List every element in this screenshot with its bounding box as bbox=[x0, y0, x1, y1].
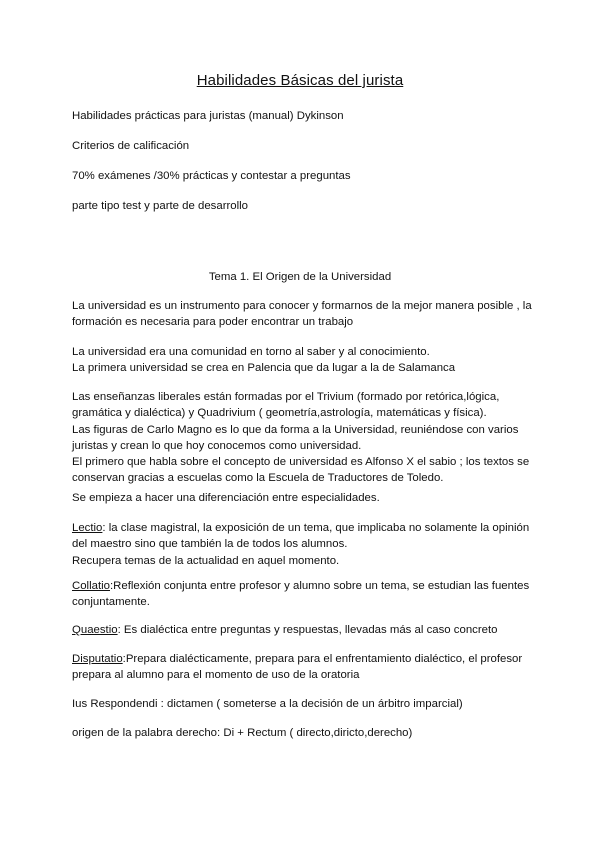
closing-line: origen de la palabra derecho: Di + Rectum ( directo,diricto,derecho) bbox=[72, 727, 413, 739]
paragraph-line: formación es necesaria para poder encontrar un trabajo bbox=[72, 316, 354, 329]
document-title: Habilidades Básicas del jurista bbox=[196, 72, 404, 89]
closing-line: Ius Respondendi : dictamen ( someterse a la decisión de un árbitro imparcial) bbox=[72, 698, 463, 710]
term-text: del maestro sino que también la de todos los alumnos. bbox=[72, 538, 348, 551]
paragraph-line: La primera universidad se crea en Palencia que da lugar a la de Salamanca bbox=[72, 362, 456, 375]
term-text: : la clase magistral, la exposición de un tema, que implicaba no solamente la opinión bbox=[102, 522, 530, 534]
term-text: Recupera temas de la actualidad en aquel momento. bbox=[72, 554, 340, 567]
paragraph-line: juristas y crean lo que hoy conocemos como universidad. bbox=[72, 439, 362, 452]
term-text: : Es dialéctica entre preguntas y respuestas, llevadas más al caso concreto bbox=[117, 624, 498, 636]
paragraph-line: Las enseñanzas liberales están formadas por el Trivium (formado por retórica,lógica, bbox=[72, 391, 500, 403]
term-lectio bbox=[72, 520, 532, 569]
intro-line: Habilidades prácticas para juristas (manual) Dykinson bbox=[72, 110, 344, 122]
intro-line: 70% exámenes /30% prácticas y contestar a preguntas bbox=[72, 170, 351, 182]
term-text: prepara al alumno para el momento de uso de la oratoria bbox=[72, 669, 360, 682]
section-heading: Tema 1. El Origen de la Universidad bbox=[208, 271, 392, 283]
paragraph-line: Las figuras de Carlo Magno es lo que da forma a la Universidad, reuniéndose con varios bbox=[72, 423, 519, 436]
paragraph bbox=[72, 298, 532, 331]
paragraph-line: Se empieza a hacer una diferenciación entre especialidades. bbox=[72, 492, 380, 504]
term-quaestio bbox=[72, 622, 532, 638]
term-label: Quaestio bbox=[72, 624, 118, 636]
term-collatio bbox=[72, 578, 532, 611]
paragraph bbox=[72, 389, 532, 487]
intro-line: parte tipo test y parte de desarrollo bbox=[72, 200, 249, 212]
paragraph-line: conservan gracias a escuelas como la Escuela de Traductores de Toledo. bbox=[72, 472, 444, 485]
term-label: Collatio bbox=[72, 580, 110, 592]
paragraph-line: La universidad es un instrumento para conocer y formarnos de la mejor manera posible , la bbox=[72, 300, 532, 312]
paragraph-line: La universidad era una comunidad en torno al saber y al conocimiento. bbox=[72, 346, 430, 358]
term-text: :Reflexión conjunta entre profesor y alumno sobre un tema, se estudian las fuentes bbox=[110, 580, 530, 592]
term-text: :Prepara dialécticamente, prepara para el enfrentamiento dialéctico, el profesor bbox=[122, 653, 523, 665]
intro-line: Criterios de calificación bbox=[72, 140, 190, 152]
paragraph-line: gramática y dialéctica) y Quadrivium ( geometría,astrología, matemáticas y física). bbox=[72, 407, 487, 420]
paragraph bbox=[72, 490, 532, 506]
term-disputatio bbox=[72, 651, 532, 684]
paragraph bbox=[72, 344, 532, 377]
paragraph-line: El primero que habla sobre el concepto de universidad es Alfonso X el sabio ; los textos se bbox=[72, 456, 530, 469]
term-text: conjuntamente. bbox=[72, 596, 150, 609]
term-label: Lectio bbox=[72, 522, 103, 534]
term-label: Disputatio bbox=[72, 653, 123, 665]
